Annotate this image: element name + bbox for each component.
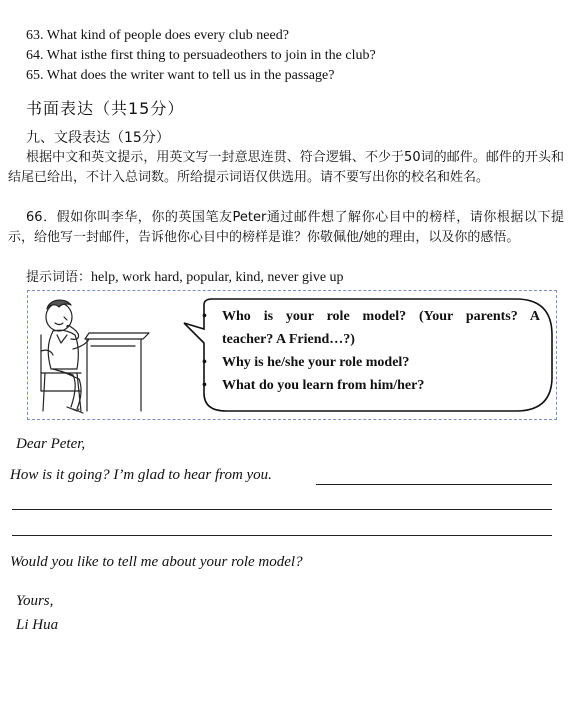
writing-prompt-paragraph: 66．假如你叫李华，你的英国笔友Peter通过邮件想了解你心目中的榜样，请你根据以下提示，给他写一封邮件，告诉他你心目中的榜样是谁？你敬佩他/她的理由，以及你的感悟。: [8, 210, 564, 245]
bullet-role-model: [200, 305, 540, 328]
bullet-why: • Why is he/she your role model?: [200, 351, 540, 374]
letter-signoff: Yours,: [16, 593, 54, 609]
letter-salutation: Dear Peter,: [16, 436, 86, 452]
letter-signature: Li Hua: [16, 617, 59, 633]
hint-words-line: [26, 268, 344, 287]
bullet-1-line-1: • Who is your role model? (Your parents? A: [222, 309, 540, 324]
bullet-learn: • What do you learn from him/her?: [200, 374, 540, 397]
question-64: 64. What isthe first thing to persuadeothers to join in the club?: [26, 48, 376, 63]
answer-line-3[interactable]: [12, 535, 552, 536]
hint-words: help, work hard, popular, kind, never give up: [91, 270, 344, 285]
bullet-1-line-2: teacher? A Friend…?): [222, 332, 355, 347]
letter-closing-question: Would you like to tell me about your role model?: [10, 554, 303, 570]
letter-opening: How is it going? I’m glad to hear from you.: [10, 467, 272, 483]
answer-line-1[interactable]: [316, 484, 552, 485]
speech-bubble-bullets: [200, 305, 540, 397]
hint-label: 提示词语：: [26, 270, 92, 285]
question-63: 63. What kind of people does every club need?: [26, 28, 289, 43]
question-65: 65. What does the writer want to tell us in the passage?: [26, 68, 335, 83]
section-title: 书面表达（共15分）: [26, 99, 185, 118]
instructions-paragraph: 根据中文和英文提示，用英文写一封意思连贯、符合逻辑、不少于50词的邮件。邮件的开头和结尾已给出，不计入总词数。所给提示词语仅供选用。请不要写出你的校名和姓名。: [8, 150, 564, 185]
boy-thinking-illustration: [31, 291, 176, 419]
answer-line-2[interactable]: [12, 509, 552, 510]
subsection-title: 九、文段表达（15分）: [26, 130, 170, 146]
